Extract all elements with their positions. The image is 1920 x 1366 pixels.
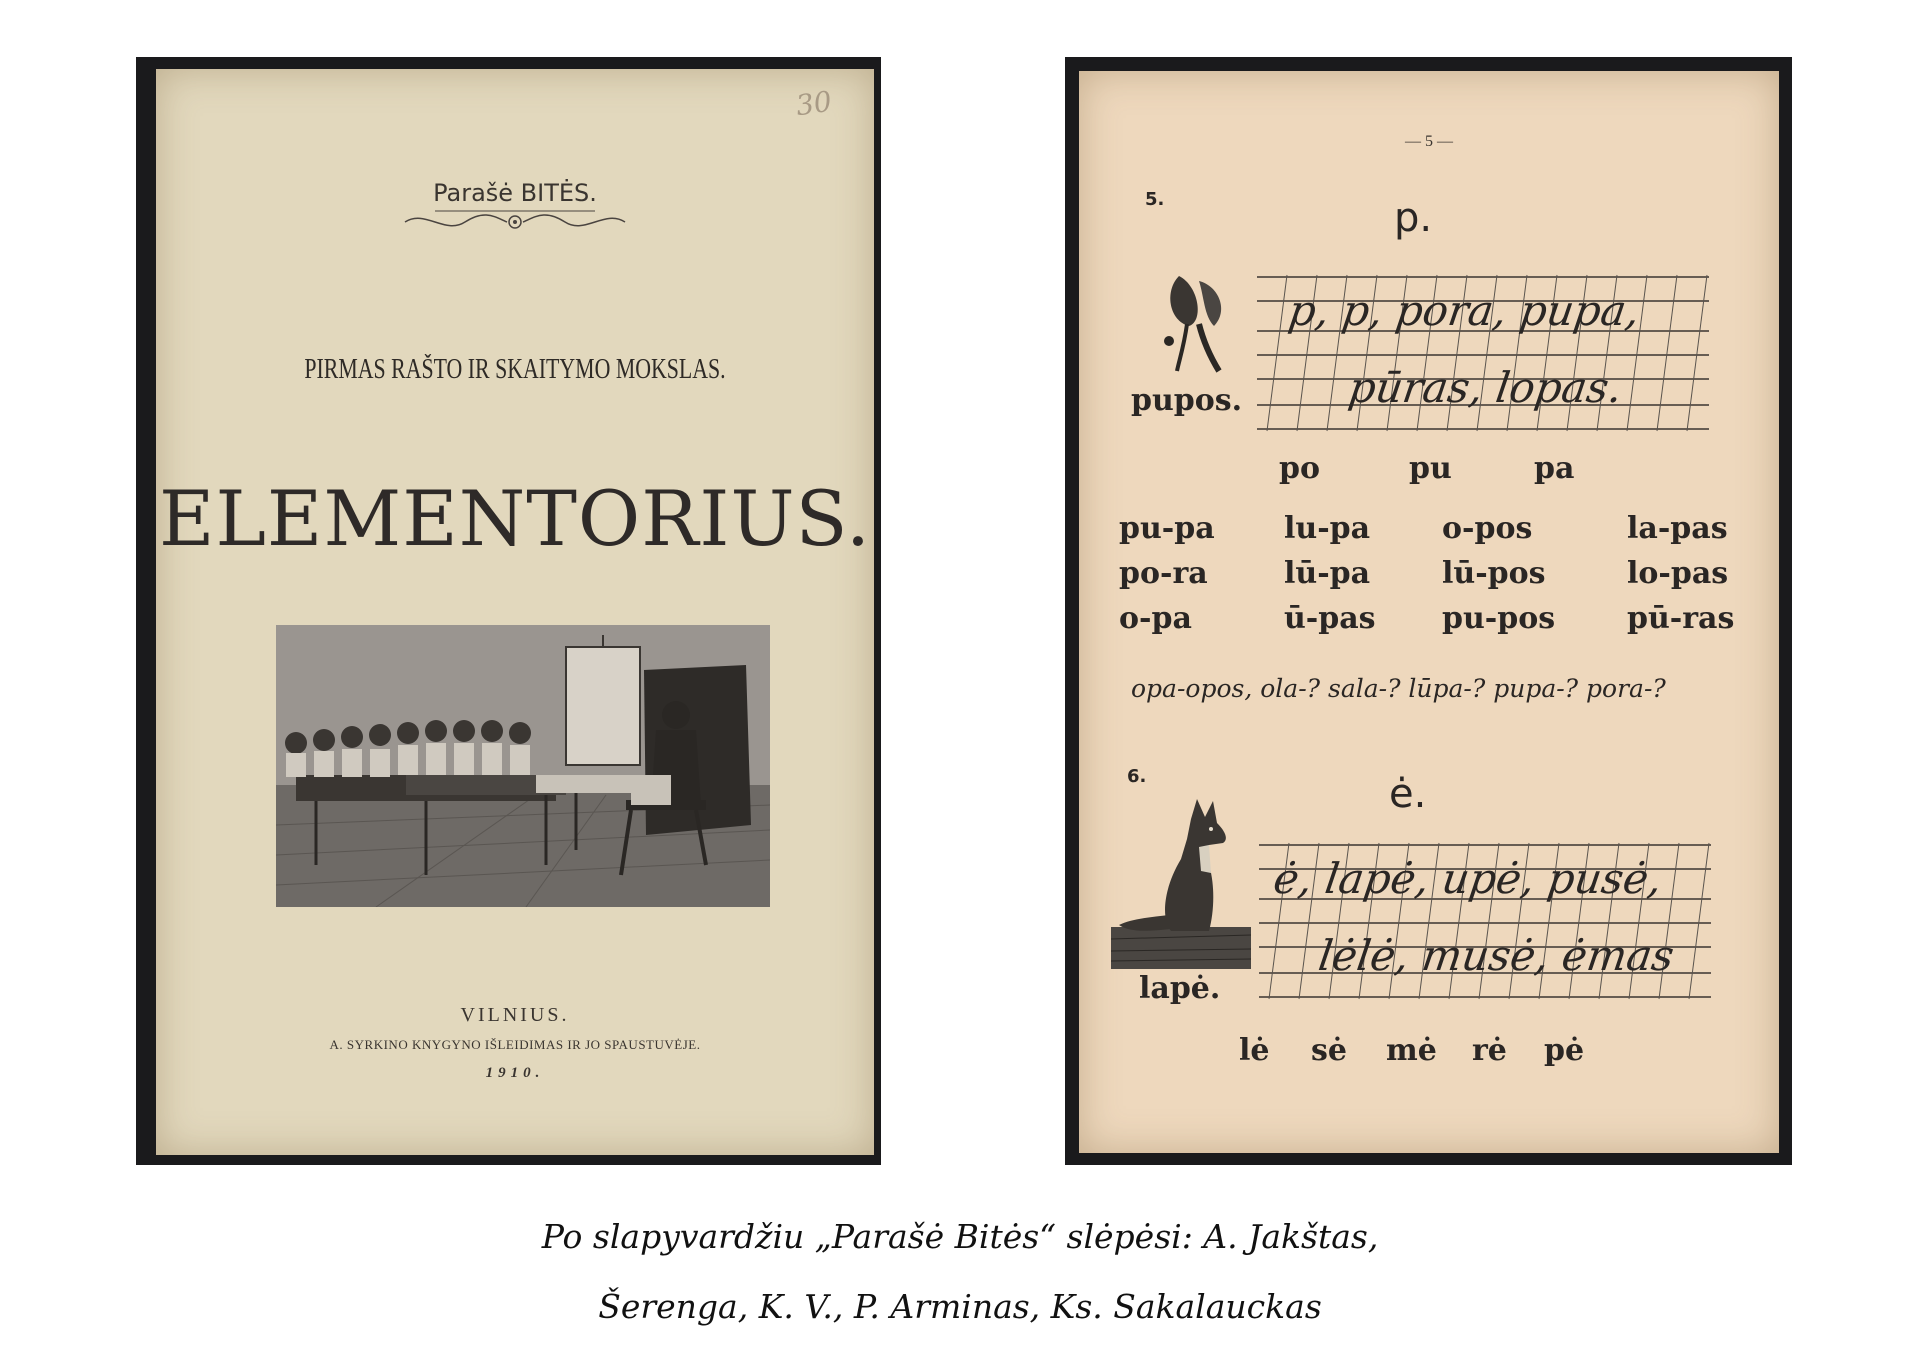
cover-page — [156, 69, 874, 1155]
syllable: pė — [1544, 1033, 1585, 1068]
photo-caption — [0, 1202, 1920, 1342]
publisher-line: A. SYRKINO KNYGYNO IŠLEIDIMAS IR JO SPAUSTUVĖJE. — [329, 1037, 701, 1052]
word-cell: lū-pos — [1442, 556, 1546, 591]
handwriting-row-1: p, p, pora, pupa, — [1285, 286, 1643, 335]
handwriting-row-2: lėlė, musė, ėmas — [1315, 931, 1677, 980]
page-number: — 5 — — [1405, 133, 1453, 150]
picture-caption: lapė. — [1139, 971, 1221, 1006]
classroom-engraving — [276, 625, 770, 907]
lesson-page-photo — [1065, 57, 1792, 1165]
publication-city: VILNIUS. — [460, 1004, 570, 1026]
beans-icon — [1159, 266, 1239, 376]
lesson-number: 6. — [1127, 766, 1147, 787]
caption-line-2: Šerenga, K. V., P. Arminas, Ks. Sakalauckas — [598, 1287, 1322, 1326]
handwriting-row-1: ė, lapė, upė, pusė, — [1270, 854, 1666, 903]
syllable: mė — [1386, 1033, 1437, 1068]
word-cell: pu-pos — [1442, 601, 1556, 636]
syllable: po — [1279, 451, 1320, 486]
word-cell: la-pas — [1627, 511, 1728, 546]
script-exercise-line: opa-opos, ola-? sala-? lūpa-? pupa-? pora-? — [1131, 674, 1666, 703]
syllable: lė — [1239, 1033, 1270, 1068]
caption-line-1: Po slapyvardžiu „Parašė Bitės“ slėpėsi: A. Jakštas, — [541, 1217, 1379, 1256]
lesson-letter: ė. — [1389, 771, 1427, 817]
word-cell: o-pos — [1442, 511, 1533, 546]
syllable: rė — [1472, 1033, 1507, 1068]
word-cell: lu-pa — [1284, 511, 1371, 546]
author-line: Parašė BITĖS. — [433, 179, 597, 207]
cover-photo — [136, 57, 881, 1165]
word-cell: o-pa — [1119, 601, 1192, 636]
word-cell: lo-pas — [1627, 556, 1729, 591]
pencil-mark: 30 — [793, 84, 834, 123]
syllable: pu — [1409, 451, 1452, 486]
word-cell: pū-ras — [1627, 601, 1735, 636]
lesson-letter: p. — [1394, 195, 1433, 241]
ornament-divider — [156, 207, 874, 241]
book-subtitle: PIRMAS RAŠTO IR SKAITYMO MOKSLAS. — [304, 354, 726, 385]
word-cell: lū-pa — [1284, 556, 1371, 591]
handwriting-row-2: pūras, lopas. — [1345, 363, 1626, 412]
lesson-number: 5. — [1145, 189, 1165, 210]
word-cell: po-ra — [1119, 556, 1208, 591]
fox-icon — [1111, 799, 1251, 969]
word-cell: pu-pa — [1119, 511, 1215, 546]
publication-year: 1910. — [485, 1065, 545, 1081]
book-title: ELEMENTORIUS. — [158, 474, 872, 563]
syllable: sė — [1311, 1033, 1347, 1068]
syllable: pa — [1534, 451, 1575, 486]
picture-caption: pupos. — [1131, 383, 1243, 418]
word-cell: ū-pas — [1284, 601, 1376, 636]
lesson-page — [1079, 71, 1779, 1153]
